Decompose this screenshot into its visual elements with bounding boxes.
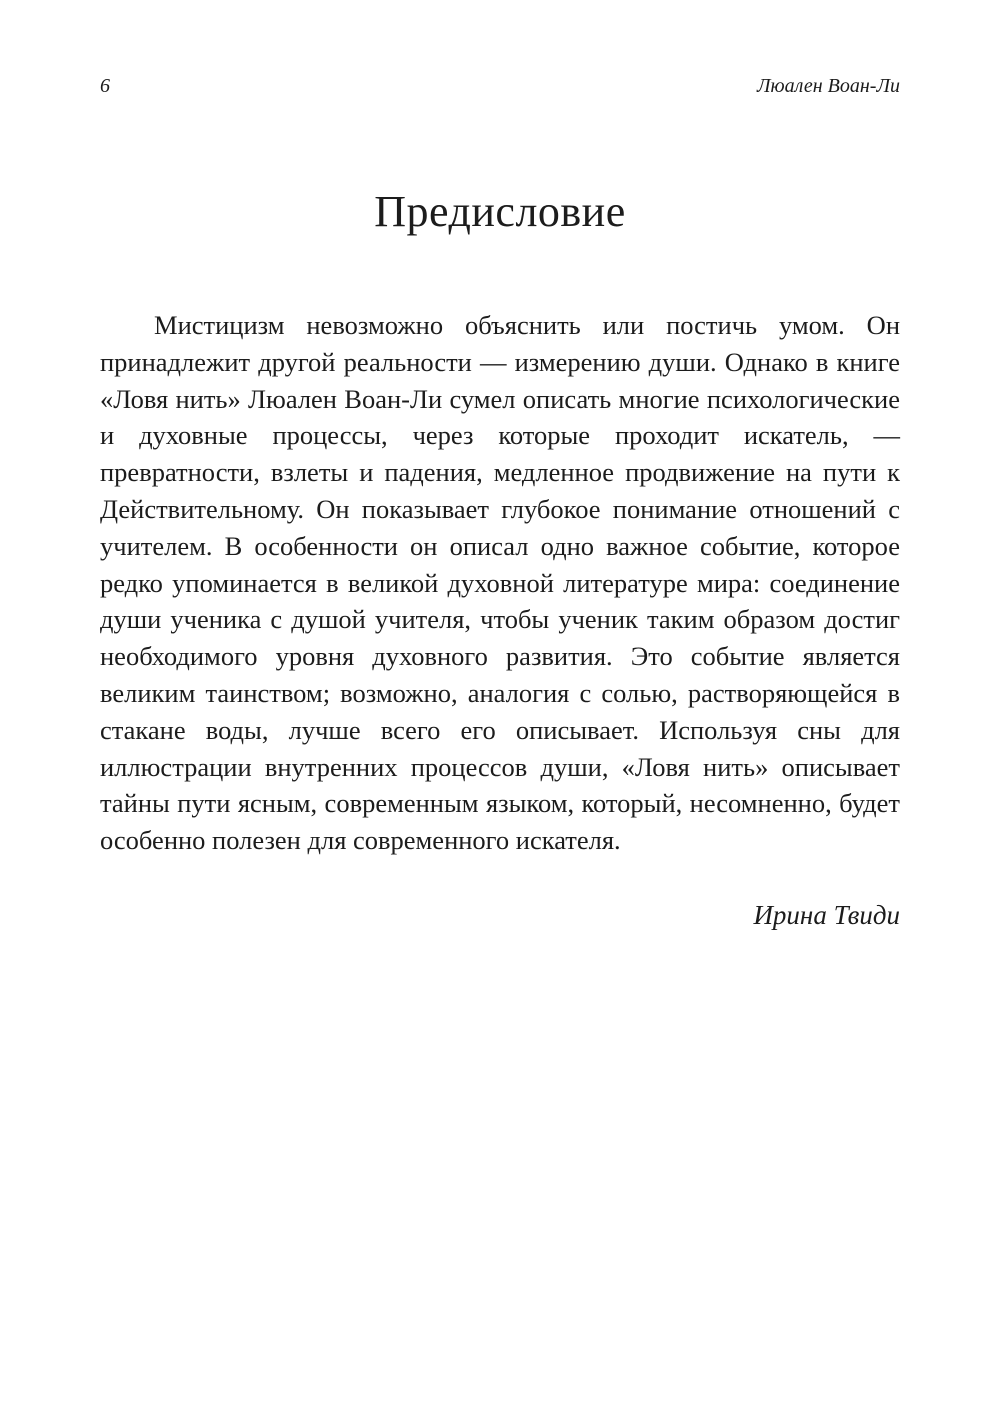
running-title: Люален Воан-Ли	[756, 75, 900, 97]
running-header	[100, 74, 900, 104]
chapter-title: Предисловие	[374, 187, 626, 236]
body-paragraph: Мистицизм невозможно объяснить или постичь умом. Он принадлежит другой реальности — измерению души. Однако в книге «Ловя нить» Люален Воан-Ли сумел описать многие психологические и духовные процессы, через которые проходит искатель, — превратности, взлеты и падения, медленное продвижение на пути к Действительному. Он показывает глубокое понимание отношений с учителем. В особенности он описал одно важное событие, которое редко упоминается в великой духовной литературе мира: соединение души ученика с душой учителя, чтобы ученик таким образом достиг необходимого уровня духовного развития. Это событие является великим таинством; возможно, аналогия с солью, растворяющейся в стакане воды, лучше всего его описывает. Используя сны для иллюстрации внутренних процессов души, «Ловя нить» описывает тайны пути ясным, современным языком, который, несомненно, будет особенно полезен для современного искателя.	[100, 310, 900, 856]
page-number: 6	[100, 75, 110, 97]
signature-author: Ирина Твиди	[753, 900, 900, 930]
